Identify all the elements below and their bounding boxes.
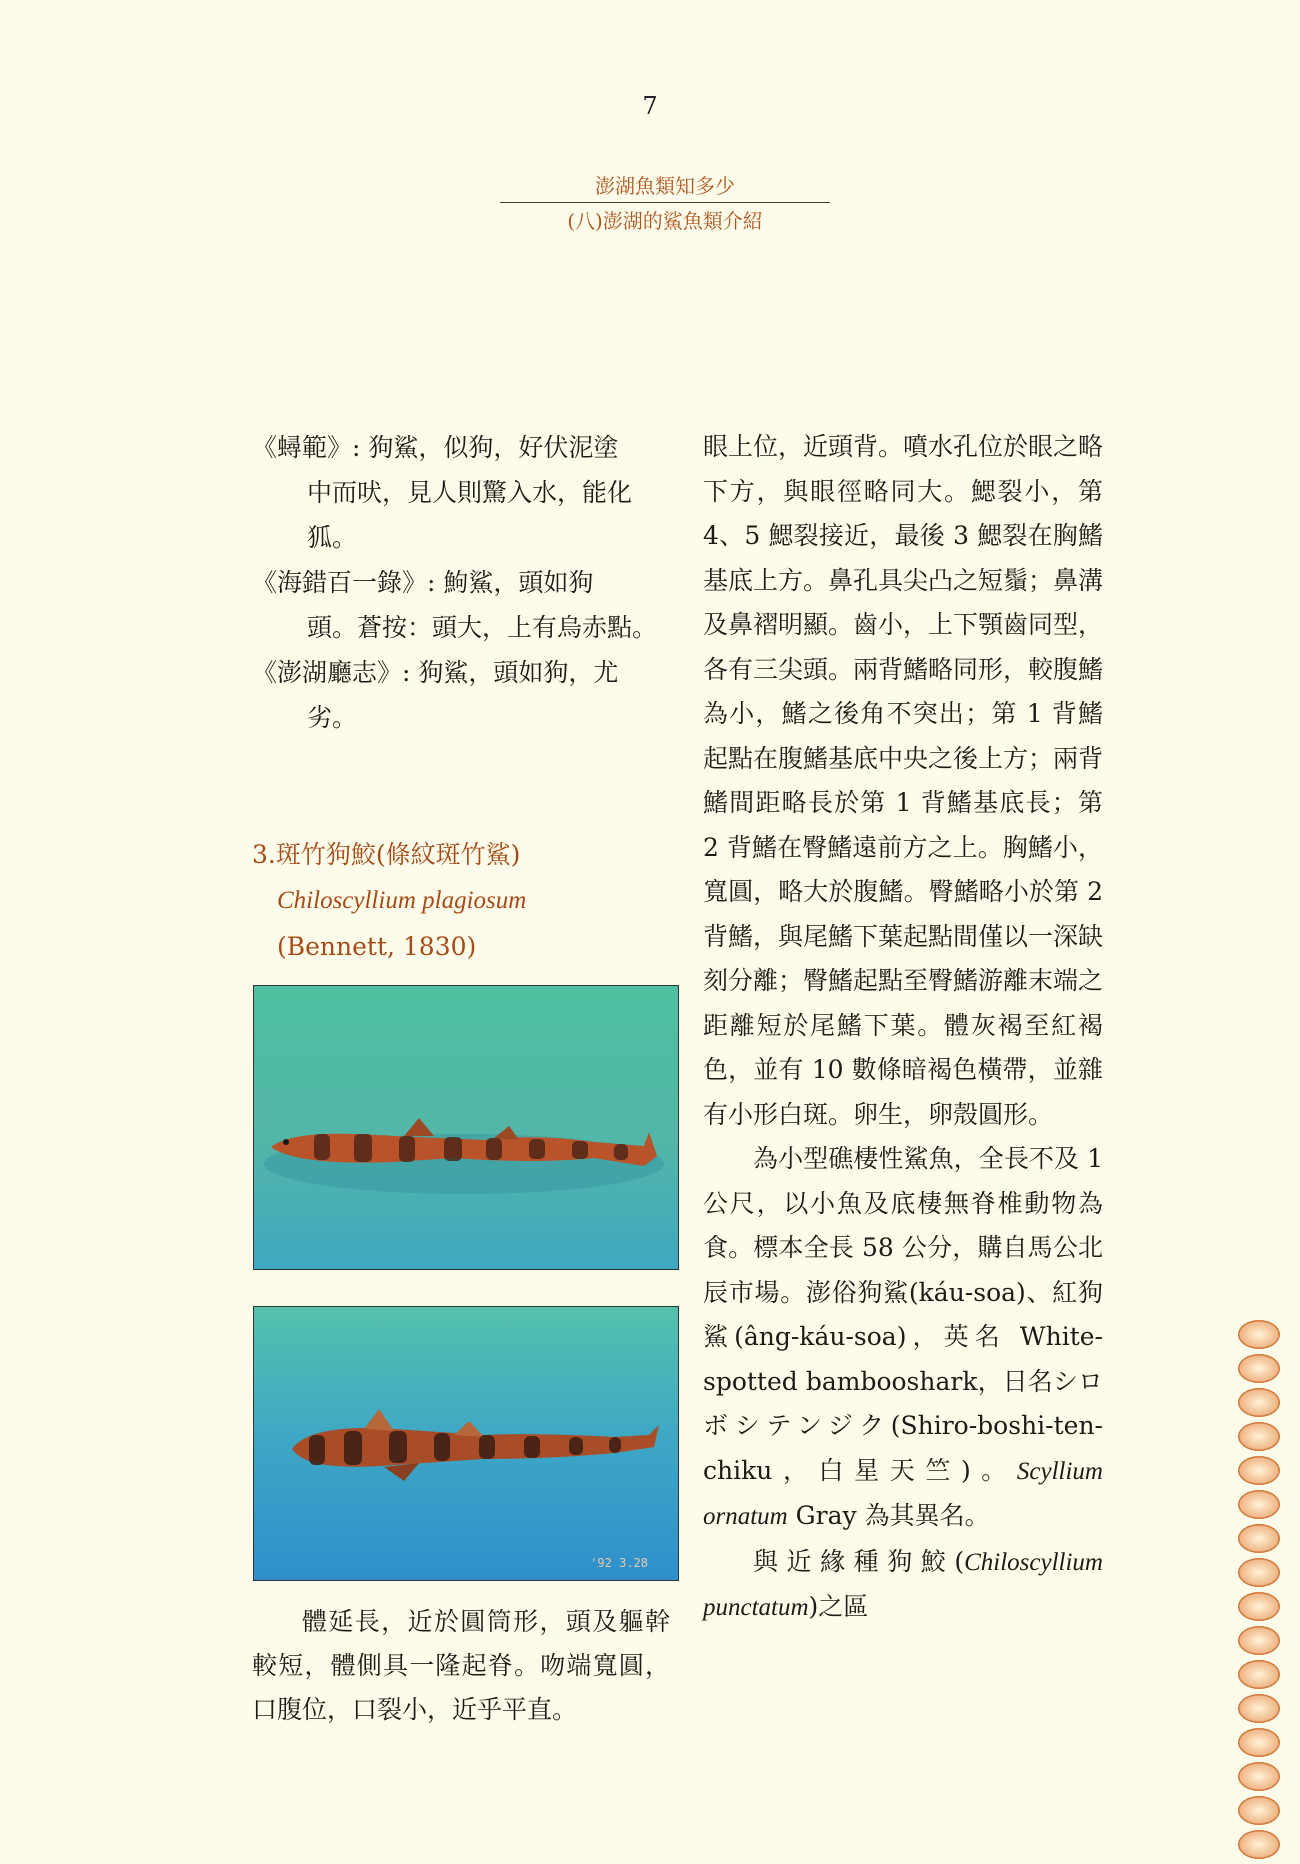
- page-number: 7: [642, 92, 658, 120]
- header-subtitle: (八)澎湖的鯊魚類介紹: [567, 209, 763, 233]
- photo-date-stamp: '92 3.28: [590, 1556, 648, 1570]
- description-right-column: [703, 425, 1103, 1631]
- description-paragraph: 體延長，近於圓筒形，頭及軀幹較短，體側具一隆起脊。吻端寬圓，口腹位，口裂小，近乎平直。: [252, 1607, 670, 1724]
- header-title: 澎湖魚類知多少: [595, 174, 735, 198]
- shark-dorsal-image: [254, 1307, 678, 1580]
- ecology-paragraph: 為小型礁棲性鯊魚，全長不及 1 公尺，以小魚及底棲無脊椎動物為食。標本全長 58 公分，購自馬公北辰市場。澎俗狗鯊(káu-soa)、紅狗鯊(âng-káu-soa)，英名 White-spotted bambooshark，日名シロボシテンジク(Shiro-boshi-ten-chiku，白星天竺)。Scyllium ornatum Gray 為其異名。: [703, 1144, 1103, 1530]
- shark-photo-lateral: [253, 985, 679, 1270]
- comparison-paragraph: 與近緣種狗鮫(Chiloscyllium punctatum)之區: [703, 1546, 1103, 1621]
- running-header: [500, 170, 830, 237]
- related-species-latin-name: Chiloscyllium punctatum: [703, 1548, 1103, 1621]
- citation: 《澎湖廳志》: 狗鯊，頭如狗，尤 劣。: [252, 658, 619, 732]
- shark-photo-dorsal: [253, 1306, 679, 1581]
- description-left-column: [252, 1600, 670, 1732]
- decorative-border-ornament: [1236, 1320, 1282, 1864]
- species-heading: [252, 832, 692, 970]
- species-title: 3.斑竹狗鮫(條紋斑竹鯊): [252, 840, 521, 869]
- header-rule: [500, 202, 830, 203]
- description-paragraph: 眼上位，近頭背。噴水孔位於眼之略下方，與眼徑略同大。鰓裂小，第 4、5 鰓裂接近，最後 3 鰓裂在胸鰭基底上方。鼻孔具尖凸之短鬚；鼻溝及鼻褶明顯。齒小，上下顎齒同型，各有三尖頭。兩背鰭略同形，較腹鰭為小，鰭之後角不突出；第 1 背鰭起點在腹鰭基底中央之後上方；兩背鰭間距略長於第 1 背鰭基底長；第 2 背鰭在臀鰭遠前方之上。胸鰭小，寬圓，略大於腹鰭。臀鰭略小於第 2 背鰭，與尾鰭下葉起點間僅以一深缺刻分離；臀鰭起點至臀鰭游離末端之距離短於尾鰭下葉。體灰褐至紅褐色，並有 10 數條暗褐色橫帶，並雜有小形白斑。卵生，卵殼圓形。: [703, 432, 1104, 1129]
- species-author: (Bennett, 1830): [277, 932, 477, 961]
- species-latin-name: Chiloscyllium plagiosum: [277, 887, 527, 914]
- synonym-latin-name: Scyllium ornatum: [703, 1457, 1103, 1530]
- citation: 《蟳範》: 狗鯊，似狗，好伏泥塗 中而吠，見人則驚入水，能化狐。: [252, 433, 633, 552]
- citations-block: [252, 425, 672, 740]
- shark-lateral-image: [254, 986, 678, 1269]
- citation: 《海錯百一錄》: 鮈鯊，頭如狗 頭。蒼按：頭大，上有烏赤點。: [252, 568, 658, 642]
